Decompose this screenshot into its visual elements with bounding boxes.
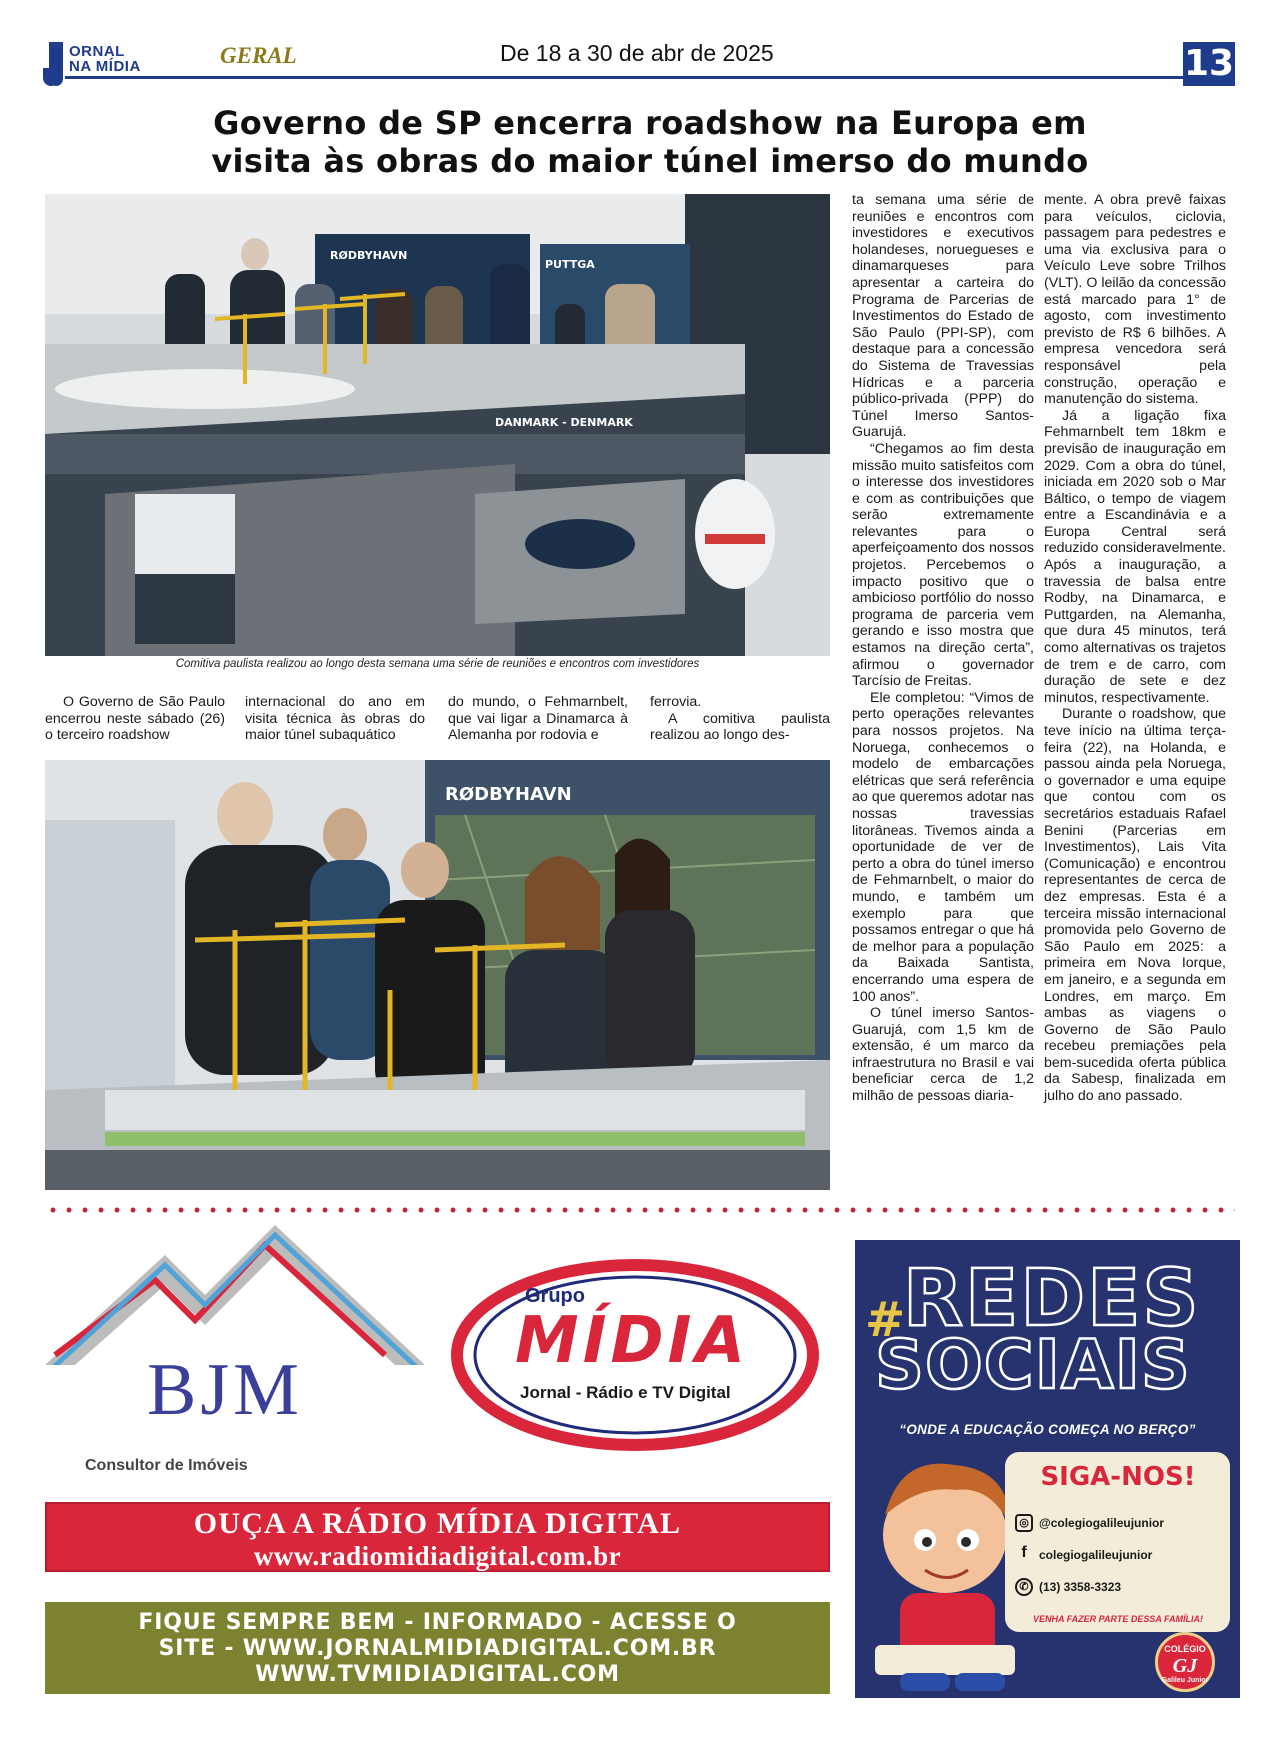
siga-nos-title: SIGA-NOS!	[1040, 1462, 1196, 1492]
photo1-banner: DANMARK - DENMARK	[495, 416, 633, 429]
article-photo-top	[45, 194, 830, 656]
redes-tagline: “ONDE A EDUCAÇÃO COMEÇA NO BERÇO”	[899, 1422, 1196, 1437]
newspaper-logo-j	[45, 38, 67, 90]
redes-hash: #	[865, 1292, 906, 1348]
bjm-name: BJM	[147, 1349, 303, 1431]
radio-title: OUÇA A RÁDIO MÍDIA DIGITAL	[193, 1507, 682, 1540]
phone-row[interactable]	[1015, 1578, 1121, 1596]
radio-banner[interactable]	[45, 1502, 830, 1572]
facebook-row[interactable]	[1015, 1546, 1152, 1564]
instagram-row[interactable]	[1015, 1514, 1164, 1532]
bjm-subtitle: Consultor de Imóveis	[85, 1457, 248, 1474]
colegio-galileu-logo: COLÉGIO GJ Galileu Junior	[1155, 1632, 1215, 1692]
article-column-3: do mundo, o Fehmarnbelt, que vai ligar a Dinamarca à Alemanha por rodovia e	[448, 694, 628, 744]
newspaper-logo-text: ORNAL NA MÍDIA	[69, 43, 141, 75]
page-header	[45, 38, 1235, 90]
bjm-ad[interactable]	[45, 1225, 425, 1474]
instagram-handle[interactable]: @colegiogalileujunior	[1039, 1516, 1165, 1530]
article-column-6: mente. A obra prevê faixas para veículos, ciclovia, passagem para pedestres e uma via exclusiva para o Veículo Leve sobre Trilhos (VLT). O leilão da concessão está marcado para 1° de agosto, com investimento previsto de R$ 6 bilhões. A empresa vencedora será responsável pela construção, operação e manutenção do sistema. Já a ligação fixa Fehmarnbelt tem 18km e previsão de inauguração em 2029. Com a obra do túnel, iniciada em 2020 sob o Mar Báltico, o tempo de viagem entre a Escandinávia e a Europa Central será reduzido consideravelmente. Após a inauguração, a travessia de balsa entre Rodby, na Dinamarca, e Puttgarden, na Alemanha, que dura 45 minutos, terá como alternativas os trajetos de trem e de carro, com duração de sete e dez minutos, respectivamente. Durante o roadshow, que teve início na última terça-feira (22), na Holanda, e passou ainda pela Noruega, o governador e uma equipe que contou com os secretários estaduais Rafael Benini (Parcerias em Investimentos), Lais Vita (Comunicação) e encontrou representantes de cerca de dez empresas. Esta é a terceira missão internacional promovida pelo Governo de São Paulo em 2025: a primeira em Nova Iorque, em janeiro, e a segunda em Londres, em março. Em ambas as viagens o Governo de São Paulo recebeu premiações pela bem-sucedida oferta pública da Sabesp, finalizada em julho do ano passado.	[1044, 192, 1226, 1105]
article-column-4: ferrovia. A comitiva paulista realizou ao longo des-	[650, 694, 830, 744]
article-headline: Governo de SP encerra roadshow na Europa em visita às obras do maior túnel imerso do mundo	[211, 104, 1089, 180]
issue-date: De 18 a 30 de abr de 2025	[500, 40, 774, 66]
header-rule	[65, 76, 1220, 79]
phone-number[interactable]: (13) 3358-3323	[1039, 1580, 1122, 1594]
section-label: GERAL	[220, 43, 297, 68]
facebook-icon: f	[1021, 1544, 1027, 1561]
follow-panel	[1005, 1452, 1230, 1632]
facebook-handle[interactable]: colegiogalileujunior	[1039, 1548, 1153, 1562]
midia-brand: MÍDIA	[515, 1304, 749, 1378]
whatsapp-icon: ✆	[1015, 1578, 1033, 1596]
site-banner[interactable]	[45, 1602, 830, 1694]
site-banner-line3[interactable]: WWW.TVMIDIADIGITAL.COM	[255, 1662, 620, 1687]
dotted-separator	[45, 1207, 1235, 1213]
radio-url[interactable]: www.radiomidiadigital.com.br	[253, 1541, 622, 1571]
photo-caption: Comitiva paulista realizou ao longo desta semana uma série de reuniões e encontros com investidores	[175, 658, 700, 670]
midia-subtitle: Jornal - Rádio e TV Digital	[520, 1383, 731, 1402]
site-banner-line1: FIQUE SEMPRE BEM - INFORMADO - ACESSE O	[138, 1610, 737, 1635]
photo1-sign-b: PUTTGA	[545, 258, 595, 271]
site-banner-line2[interactable]: SITE - WWW.JORNALMIDIADIGITAL.COM.BR	[158, 1636, 717, 1661]
midia-grupo-label: Grupo	[525, 1285, 585, 1307]
article-photo-bottom	[45, 760, 830, 1190]
photo1-sign-a: RØDBYHAVN	[330, 249, 408, 262]
redes-title-1: REDES	[903, 1254, 1201, 1344]
instagram-icon: ◎	[1015, 1514, 1033, 1532]
redes-sociais-ad[interactable]	[855, 1240, 1240, 1698]
grupo-midia-logo[interactable]	[445, 1255, 845, 1455]
article-column-2: internacional do ano em visita técnica às obras do maior túnel subaquático	[245, 694, 425, 744]
redes-title-2: SOCIAIS	[875, 1326, 1191, 1405]
photo2-sign: RØDBYHAVN	[445, 784, 572, 805]
article-column-5: ta semana uma série de reuniões e encontros com investidores e executivos holandeses, noruegueses e dinamarqueses para apresentar a carteira do Programa de Parcerias de Investimentos do Estado de São Paulo (PPI-SP), com destaque para a concessão do Sistema de Travessias Hídricas e a parceria público-privada (PPP) do Túnel Imerso Santos-Guarujá. “Chegamos ao fim desta missão muito satisfeitos com o interesse dos investidores e com as contribuições que serão extremamente relevantes para o aperfeiçoamento dos nossos projetos. Percebemos o impacto positivo que o ambicioso portfólio do nosso programa de parceria vem gerando e isso mostra que estamos na direção certa”, afirmou o governador Tarcísio de Freitas. Ele completou: “Vimos de perto operações relevantes para nossos projetos. Na Noruega, conhecemos o modelo de embarcações elétricas que será referência ao que queremos adotar nas nossas travessias litorâneas. Tivemos ainda a oportunidade de ver de perto a obra do túnel imerso de Fehmarnbelt, o maior do mundo, e também um exemplo para que possamos entregar o que há de melhor para a população da Baixada Santista, encerrando uma espera de 100 anos”. O túnel imerso Santos-Guarujá, com 1,5 km de extensão, é um marco da infraestrutura no Brasil e vai beneficiar cerca de 1,2 milhão de pessoas diaria-	[852, 192, 1034, 1105]
article-column-1: O Governo de São Paulo encerrou neste sábado (26) o terceiro roadshow	[45, 694, 225, 744]
join-family-text: VENHA FAZER PARTE DESSA FAMÍLIA!	[1032, 1614, 1203, 1624]
page-number: 13	[1183, 43, 1235, 84]
bjm-roof-logo	[45, 1225, 425, 1365]
